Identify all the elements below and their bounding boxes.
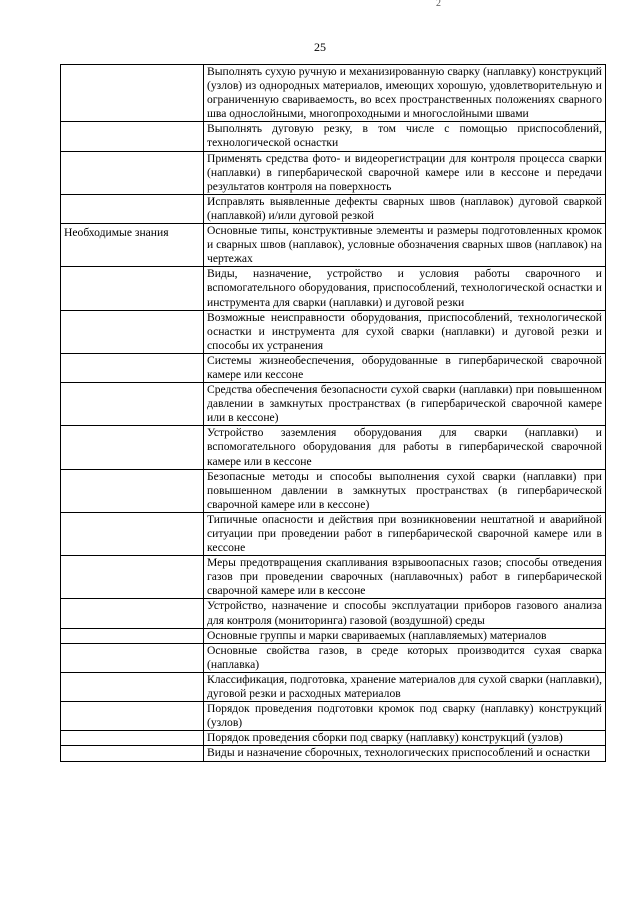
row-category-label	[64, 195, 200, 197]
row-category-label	[64, 267, 200, 269]
row-category-label	[64, 426, 200, 428]
page-top-mark: 2	[436, 0, 441, 9]
row-requirement-text: Выполнять дуговую резку, в том числе с помощью приспособлений, технологической оснастки	[204, 122, 606, 151]
page-number: 25	[314, 40, 326, 54]
row-category-label	[64, 644, 200, 646]
row-category-label	[64, 702, 200, 704]
row-requirement-text: Виды, назначение, устройство и условия работы сварочного и вспомогательного оборудования, приспособлений, технологической оснастки и инструмента для сварки (наплавки) и дуговой резки	[204, 267, 606, 310]
table-row	[61, 512, 606, 555]
row-category-cell	[61, 643, 204, 672]
table-row	[61, 556, 606, 599]
row-category-label	[64, 122, 200, 124]
row-category-cell	[61, 426, 204, 469]
table-row	[61, 672, 606, 701]
row-category-cell	[61, 151, 204, 194]
row-category-cell	[61, 310, 204, 353]
requirements-table	[60, 64, 606, 762]
row-requirement-text: Применять средства фото- и видеорегистрации для контроля процесса сварки (наплавки) в гипербарической сварочной камере или в кессоне и передачи результатов контроля на поверхность	[204, 151, 606, 194]
row-category-cell	[61, 469, 204, 512]
row-requirement-text: Системы жизнеобеспечения, оборудованные в гипербарической сварочной камере или кессоне	[204, 353, 606, 382]
row-category-cell	[61, 702, 204, 731]
row-category-label	[64, 629, 200, 631]
row-category-cell	[61, 383, 204, 426]
row-category-cell	[61, 672, 204, 701]
row-category-label	[64, 65, 200, 67]
row-requirement-text: Основные типы, конструктивные элементы и размеры подготовленных кромок и сварных швов (наплавок), условные обозначения сварных швов (наплавок) на чертежах	[204, 224, 606, 267]
table-row	[61, 643, 606, 672]
table-row	[61, 731, 606, 746]
table-row	[61, 122, 606, 151]
row-requirement-text: Порядок проведения подготовки кромок под сварку (наплавку) конструкций (узлов)	[204, 702, 606, 731]
row-requirement-text: Порядок проведения сборки под сварку (наплавку) конструкций (узлов)	[204, 731, 606, 746]
row-category-label	[64, 673, 200, 675]
table-row	[61, 353, 606, 382]
row-requirement-text: Выполнять сухую ручную и механизированную сварку (наплавку) конструкций (узлов) из однородных материалов, имеющих хорошую, удовлетворительную и ограниченную свариваемость, во всех пространственных положениях сварного шва однослойными, многопроходными и многослойными швами	[204, 65, 606, 122]
table-row	[61, 65, 606, 122]
table-row	[61, 383, 606, 426]
row-category-label	[64, 470, 200, 472]
row-category-label	[64, 746, 200, 748]
table-row	[61, 310, 606, 353]
row-category-cell	[61, 628, 204, 643]
table-row	[61, 194, 606, 223]
table-row	[61, 628, 606, 643]
row-category-cell	[61, 194, 204, 223]
row-category-cell	[61, 556, 204, 599]
table-row	[61, 469, 606, 512]
table-row	[61, 224, 606, 267]
row-category-cell	[61, 731, 204, 746]
table-row	[61, 599, 606, 628]
row-category-label	[64, 354, 200, 356]
row-category-label	[64, 513, 200, 515]
table-row	[61, 426, 606, 469]
row-category-label	[64, 599, 200, 601]
row-category-label	[64, 152, 200, 154]
row-category-label	[64, 383, 200, 385]
row-requirement-text: Меры предотвращения скапливания взрывоопасных газов; способы отведения газов при проведении сварочных (наплавочных) работ в гипербарической сварочной камере или в кессоне	[204, 556, 606, 599]
row-requirement-text: Исправлять выявленные дефекты сварных швов (наплавок) дуговой сваркой (наплавкой) и/или дуговой резкой	[204, 194, 606, 223]
row-category-label	[64, 311, 200, 313]
row-category-cell	[61, 224, 204, 267]
row-category-cell	[61, 65, 204, 122]
row-requirement-text: Основные свойства газов, в среде которых производится сухая сварка (наплавка)	[204, 643, 606, 672]
table-row	[61, 151, 606, 194]
row-category-label	[64, 731, 200, 733]
table-row	[61, 267, 606, 310]
row-category-cell	[61, 746, 204, 761]
row-requirement-text: Виды и назначение сборочных, технологических приспособлений и оснастки	[204, 746, 606, 761]
row-requirement-text: Возможные неисправности оборудования, приспособлений, технологической оснастки и инструмента для сухой сварки (наплавки) и дуговой резки и способы их устранения	[204, 310, 606, 353]
row-requirement-text: Средства обеспечения безопасности сухой сварки (наплавки) при повышенном давлении в замкнутых пространствах (в гипербарической сварочной камере или в кессоне)	[204, 383, 606, 426]
row-category-cell	[61, 353, 204, 382]
table-row	[61, 702, 606, 731]
row-requirement-text: Классификация, подготовка, хранение материалов для сухой сварки (наплавки), дуговой резки и расходных материалов	[204, 672, 606, 701]
row-category-cell	[61, 512, 204, 555]
row-category-cell	[61, 267, 204, 310]
row-category-label: Необходимые знания	[64, 226, 169, 240]
row-category-cell	[61, 599, 204, 628]
row-requirement-text: Устройство заземления оборудования для сварки (наплавки) и вспомогательного оборудования для работы в гипербарической сварочной камере или в кессоне	[204, 426, 606, 469]
row-requirement-text: Типичные опасности и действия при возникновении нештатной и аварийной ситуации при проведении работ в гипербарической сварочной камере или в кессоне	[204, 512, 606, 555]
row-requirement-text: Безопасные методы и способы выполнения сухой сварки (наплавки) при повышенном давлении в замкнутых пространствах (в гипербарической сварочной камере или в кессоне)	[204, 469, 606, 512]
row-category-label	[64, 556, 200, 558]
row-requirement-text: Основные группы и марки свариваемых (наплавляемых) материалов	[204, 628, 606, 643]
row-requirement-text: Устройство, назначение и способы эксплуатации приборов газового анализа для контроля (мониторинга) газовой (воздушной) среды	[204, 599, 606, 628]
table-row	[61, 746, 606, 761]
row-category-cell	[61, 122, 204, 151]
